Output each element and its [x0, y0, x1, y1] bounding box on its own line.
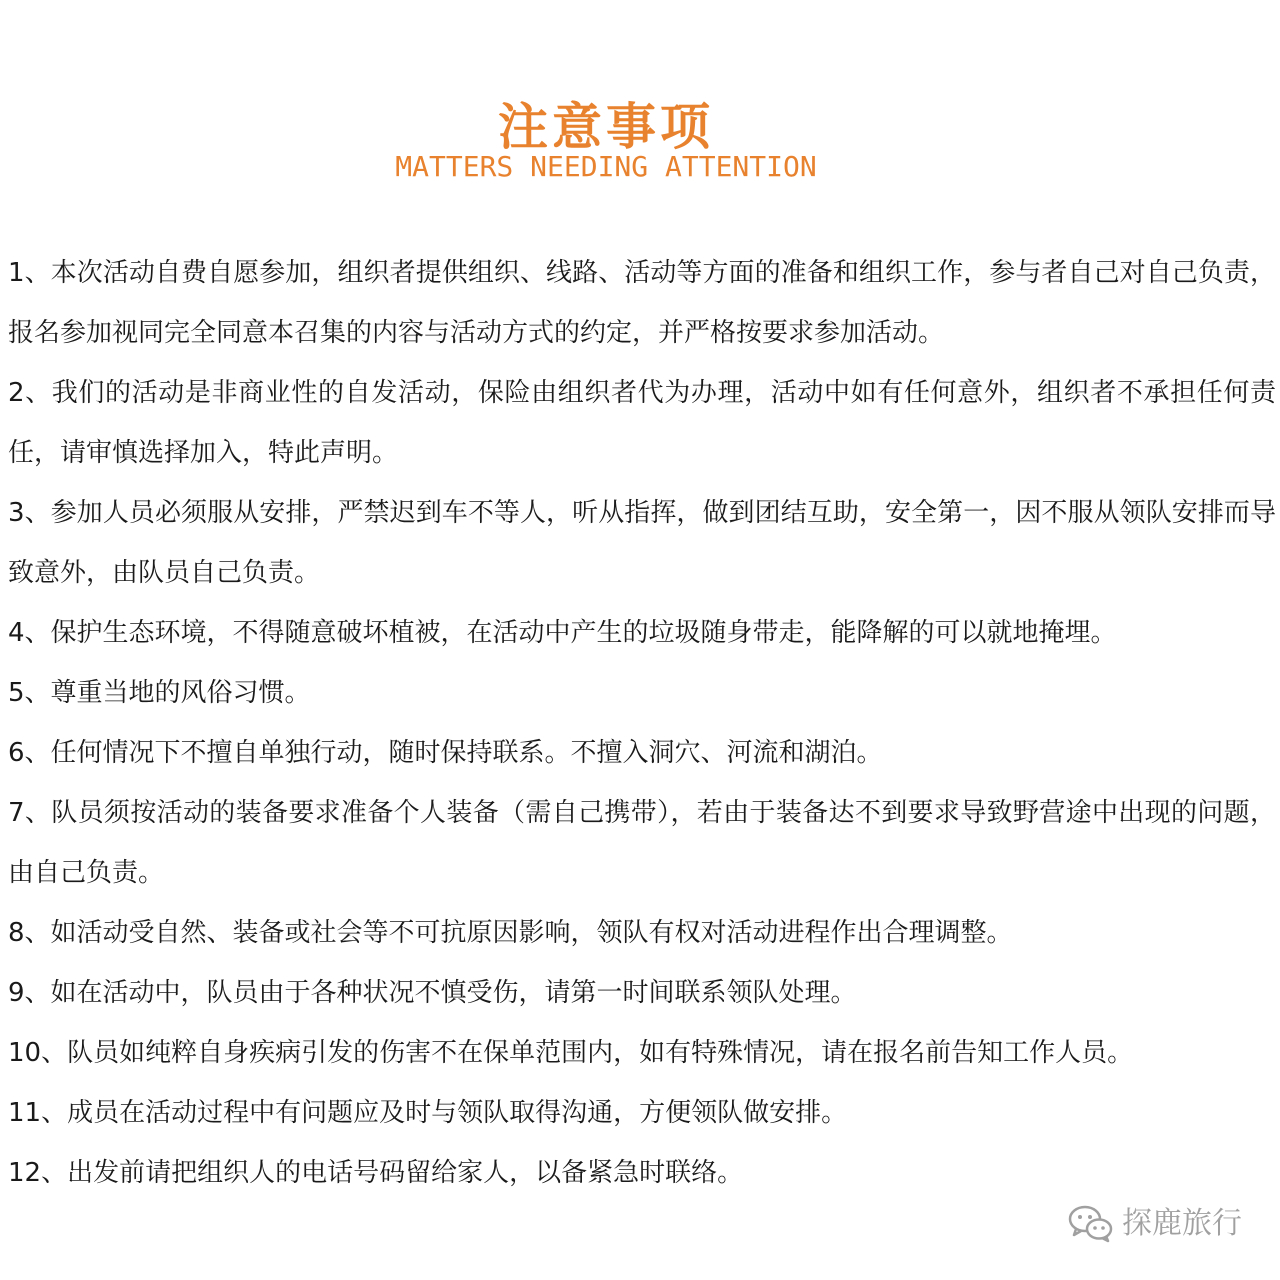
notice-item-7: 7、队员须按活动的装备要求准备个人装备（需自己携带），若由于装备达不到要求导致野营途中出现的问题，由自己负责。 — [8, 798, 1276, 888]
notice-item-12: 12、出发前请把组织人的电话号码留给家人，以备紧急时联络。 — [8, 1158, 744, 1188]
wechat-icon — [1068, 1204, 1114, 1244]
notice-item-10: 10、队员如纯粹自身疾病引发的伤害不在保单范围内，如有特殊情况，请在报名前告知工作人员。 — [8, 1038, 1134, 1068]
notice-item-9: 9、如在活动中，队员由于各种状况不慎受伤，请第一时间联系领队处理。 — [8, 978, 857, 1008]
notice-item-4: 4、保护生态环境，不得随意破坏植被，在活动中产生的垃圾随身带走，能降解的可以就地掩埋。 — [8, 618, 1117, 648]
notice-item-2: 2、我们的活动是非商业性的自发活动，保险由组织者代为办理，活动中如有任何意外，组织者不承担任何责任，请审慎选择加入，特此声明。 — [8, 378, 1276, 468]
notice-item-11: 11、成员在活动过程中有问题应及时与领队取得沟通，方便领队做安排。 — [8, 1098, 848, 1128]
notice-list — [8, 243, 1276, 1203]
watermark-text: 探鹿旅行 — [1122, 1206, 1242, 1241]
page-subtitle: MATTERS NEEDING ATTENTION — [395, 150, 817, 183]
page-title: 注意事项 — [498, 97, 714, 156]
notice-item-6: 6、任何情况下不擅自单独行动，随时保持联系。不擅入洞穴、河流和湖泊。 — [8, 738, 883, 768]
notice-item-5: 5、尊重当地的风俗习惯。 — [8, 678, 311, 708]
watermark — [1068, 1204, 1242, 1244]
notice-item-8: 8、如活动受自然、装备或社会等不可抗原因影响，领队有权对活动进程作出合理调整。 — [8, 918, 1013, 948]
notice-item-1: 1、本次活动自费自愿参加，组织者提供组织、线路、活动等方面的准备和组织工作，参与者自己对自己负责，报名参加视同完全同意本召集的内容与活动方式的约定，并严格按要求参加活动。 — [8, 258, 1276, 348]
notice-item-3: 3、参加人员必须服从安排，严禁迟到车不等人，听从指挥，做到团结互助，安全第一，因不服从领队安排而导致意外，由队员自己负责。 — [8, 498, 1276, 588]
